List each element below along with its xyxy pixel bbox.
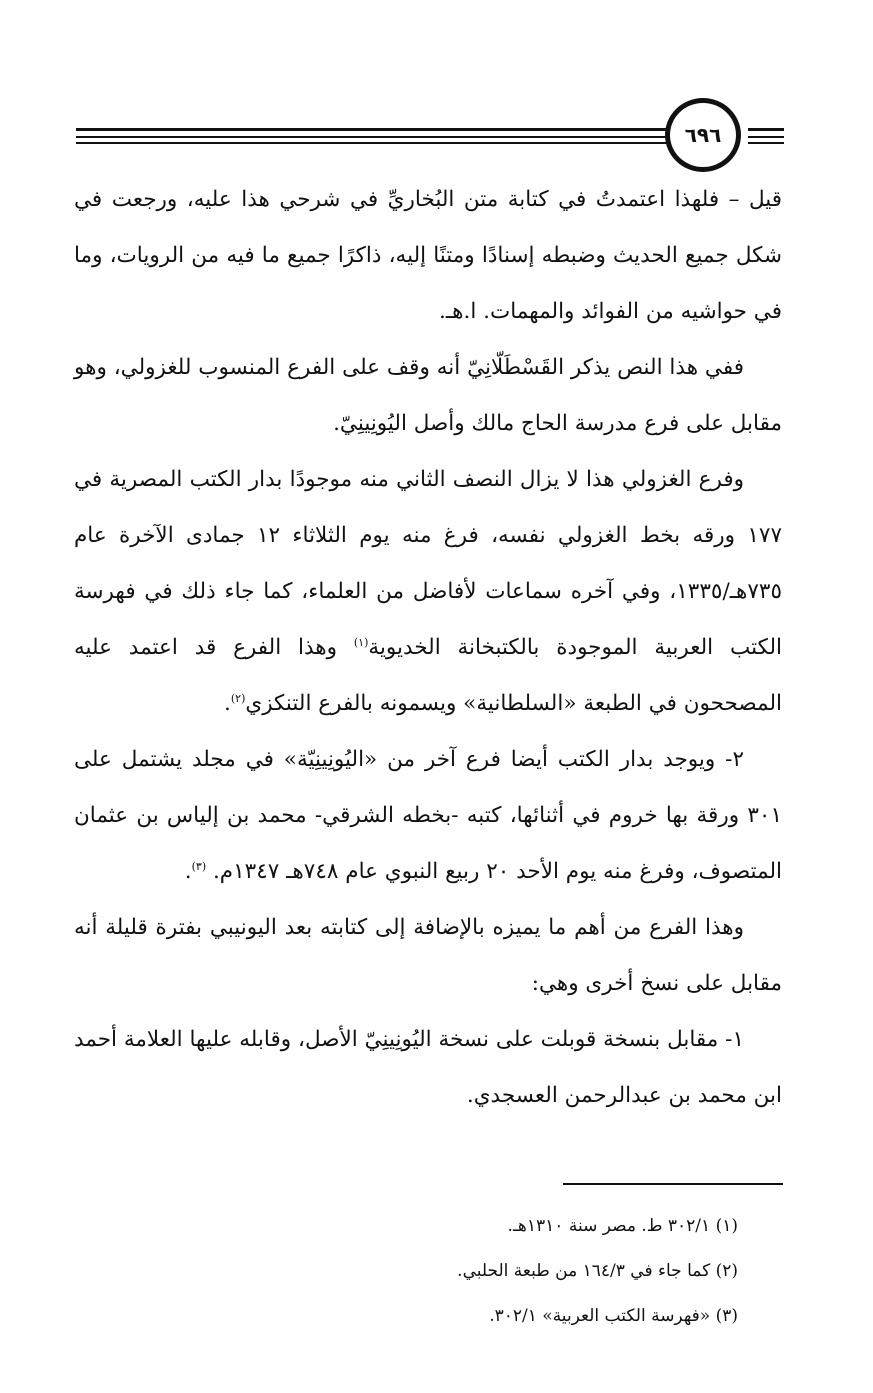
footnote: (١) ٣٠٢/١ ط. مصر سنة ١٣١٠هـ. xyxy=(507,1216,738,1236)
header-rule xyxy=(76,136,668,138)
footnotes xyxy=(300,1204,738,1339)
paragraph: وهذا الفرع من أهم ما يميزه بالإضافة إلى كتابته بعد اليونيبي بفترة قليلة أنه مقابل على نسخ أخرى وهي: xyxy=(74,915,782,996)
footnote: (٢) كما جاء في ١٦٤/٣ من طبعة الحلبي. xyxy=(457,1261,738,1281)
paragraph xyxy=(74,452,782,732)
paragraph: ففي هذا النص يذكر القَسْطَلّانِيّ أنه وقف على الفرع المنسوب للغزولي، وهو مقابل على فرع مدرسة الحاج مالك وأصل اليُونِينِيّ. xyxy=(74,355,782,436)
paragraph: قيل – فلهذا اعتمدتُ في كتابة متن البُخاريِّ في شرحي هذا عليه، ورجعت في شكل جميع الحديث وضبطه إسنادًا ومتنًا إليه، ذاكرًا جميع ما فيه من الرويات، وما في حواشيه من الفوائد والمهمات. ا.هـ. xyxy=(74,187,782,324)
paragraph-text: . xyxy=(224,691,231,716)
footnote-ref[interactable]: (٣) xyxy=(191,859,207,873)
paragraph: ١- مقابل بنسخة قوبلت على نسخة اليُونِينِيّ الأصل، وقابله عليها العلامة أحمد ابن محمد بن عبدالرحمن العسجدي. xyxy=(74,1027,782,1108)
paragraph xyxy=(74,732,782,900)
header-rule xyxy=(76,128,668,131)
header-rule xyxy=(748,128,784,131)
page-number-badge xyxy=(665,98,741,172)
footnote-ref[interactable]: (٢) xyxy=(230,691,246,705)
header-rule xyxy=(748,136,784,138)
page-number: ٦٩٦ xyxy=(684,123,722,147)
header-rule xyxy=(748,142,784,144)
paragraph-text: . xyxy=(184,859,192,884)
footnote: (٣) «فهرسة الكتب العربية» ٣٠٢/١. xyxy=(489,1306,738,1326)
footnote-divider xyxy=(563,1183,783,1185)
paragraph-text: وهذا الفرع قد اعتمد عليه المصححون في الطبعة «السلطانية» ويسمونه بالفرع التنكزي xyxy=(74,635,782,716)
paragraph-text: وفرع الغزولي هذا لا يزال النصف الثاني منه موجودًا بدار الكتب المصرية في ١٧٧ ورقه بخط الغزولي نفسه، فرغ منه يوم الثلاثاء ١٢ جمادى الآخرة عام ٧٣٥هـ/١٣٣٥، وفي آخره سماعات لأفاضل من العلماء، كما جاء ذلك في فهرسة الكتب العربية الموجودة بالكتبخانة الخديوية xyxy=(74,467,782,660)
header-rule xyxy=(76,142,668,144)
footnote-ref[interactable]: (١) xyxy=(353,635,369,649)
paragraph-text: ٢- ويوجد بدار الكتب أيضا فرع آخر من «اليُونِينِيّة» في مجلد يشتمل على ٣٠١ ورقة بها خروم في أثنائها، كتبه -بخطه الشرقي- محمد بن إلياس بن عثمان المتصوف، وفرغ منه يوم الأحد ٢٠ ربيع النبوي عام ٧٤٨هـ ١٣٤٧م. xyxy=(74,747,782,884)
main-text xyxy=(74,172,782,1124)
